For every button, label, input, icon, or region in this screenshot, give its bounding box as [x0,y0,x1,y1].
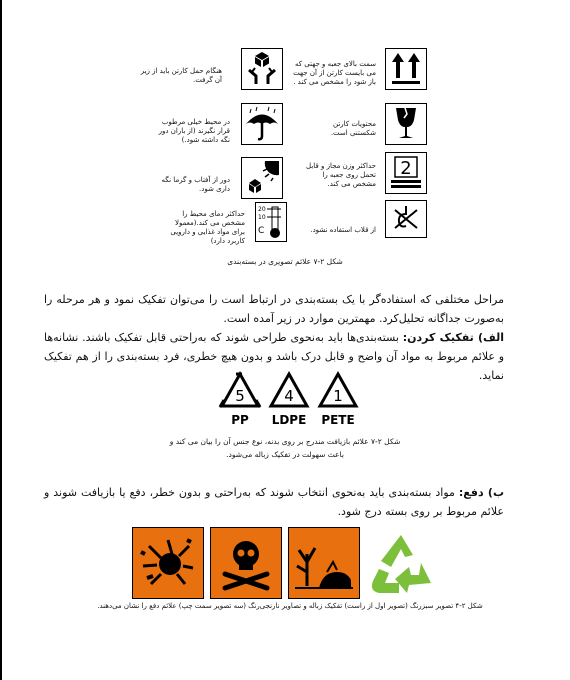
svg-text:PP: PP [231,413,249,427]
figure-caption-recycle-1: شکل ۲-۷ علائم بازیافت مندرج بر روی بدنه، نوع جنس آن را بیان می کند و [169,437,401,446]
svg-text:LDPE: LDPE [271,413,307,427]
recycle-codes [216,370,362,434]
stack-limit-text: حداکثر وزن مجاز و قابل تحمل روی جعبه را مشخص می کند. [306,162,376,188]
disposal-paragraph: ب) دفع: مواد بسته‌بندی باید به‌نحوی انتخاب شوند که به‌راحتی و بدون خطر، دفع یا بازیافت شوند و علائم مربوط بر روی بسته درج شود. [44,486,504,518]
keep-dry-text: در محیط خیلی مرطوب قرار نگیرند (از باران دور نگه داشته شود.) [158,118,230,144]
sun-heat-icon [241,157,283,203]
no-hooks-text: از قلاب استفاده نشود. [310,226,376,234]
stack-limit-number: 2 [400,158,412,179]
figure-caption-recycle-2: باعث سهولت در تفکیک زباله می‌شود. [226,450,344,459]
recycle-code-ldpe [271,374,307,427]
this-side-up-icon [385,48,427,94]
intro-paragraph: مراحل مختلفی که استفاده‌گر با یک بسته‌بندی در ارتباط است را می‌توان تفکیک نمود و هر مرحله را به‌صورت جداگانه تحلیل‌کرد. مهمترین موارد در زیر آمده است. [44,293,504,325]
umbrella-icon [241,103,283,149]
recycle-green-icon [365,527,437,603]
figure-caption-symbols: شکل ۲-۷ علائم تصویری در بسته‌بندی [227,257,343,266]
explosive-hazard-icon [132,527,204,599]
recycle-code-pete [320,374,356,427]
separation-paragraph: الف) تفکیک کردن: بسته‌بندی‌ها باید به‌نحوی طراحی شوند که به‌راحتی قابل تفکیک باشند. نشانه‌ها و علائم مربوط به مواد آن واضح و قابل درک باشد و بدون هیچ خطری، فرد بسته‌بندی را از هم تفکیک نماید. [44,331,505,382]
figure-caption-disposal: شکل ۲-۴ تصویر سبزرنگ (تصویر اول از راست) تفکیک زباله و تصاویر نارنجی‌رنگ (سه تصویر سمت چپ) علائم دفع را نشان می‌دهند. [97,602,483,610]
no-hooks-icon [385,200,427,242]
temperature-limit-text: حداکثر دمای محیط را مشخص می کند.(معمولا برای مواد غذایی و دارویی کاربرد دارد) [170,210,245,245]
thermometer-icon [255,202,287,246]
away-from-sun-text: دور از آفتاب و گرما نگه داری شود. [161,176,230,193]
environment-hazard-icon [288,527,360,599]
svg-text:PETE: PETE [321,413,355,427]
svg-text:C: C [258,226,265,236]
disposal-heading: ب) دفع: [458,486,504,499]
svg-text:5: 5 [235,387,245,405]
carry-box-icon [241,48,283,94]
page-left-border [0,0,2,680]
fragile-text: محتویات کارتن شکستنی است. [330,120,376,137]
svg-text:1: 1 [333,387,343,405]
recycle-code-pp [220,374,260,427]
toxic-skull-icon [210,527,282,599]
separation-heading: الف) تفکیک کردن: [402,331,505,344]
this-side-up-text: سمت بالای جعبه و جهتی که می بایست کارتن از آن جهت باز شود را مشخص می کند . [293,60,376,86]
svg-text:4: 4 [284,387,294,405]
fragile-glass-icon [385,103,427,149]
svg-text:10: 10 [258,214,266,221]
stack-limit-icon [385,152,427,198]
lift-by-carton-text: هنگام حمل کارتن باید از زیر آن گرفت. [140,67,222,84]
svg-text:20: 20 [258,206,266,213]
